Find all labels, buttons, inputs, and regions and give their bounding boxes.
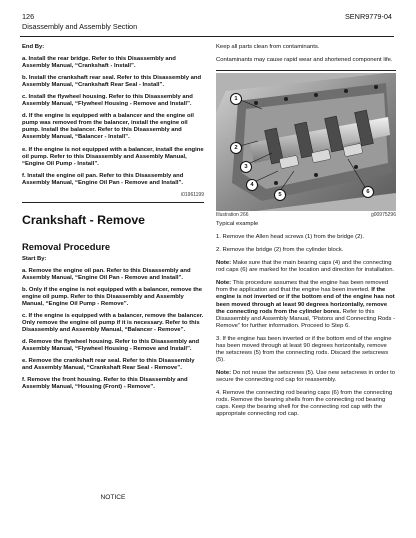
- callout-5: 5: [274, 189, 286, 201]
- step-2: 2. Remove the bridge (2) from the cylinder block.: [216, 247, 344, 254]
- note-3: [216, 370, 396, 384]
- crankshaft-photo: [216, 73, 396, 211]
- start-by-step-a: a. Remove the engine oil pan. Refer to this Disassembly and Assembly Manual, “Engine Oil Pan - Remove and Install”.: [22, 267, 191, 281]
- end-by-step-a: a. Install the rear bridge. Refer to this Disassembly and Assembly Manual, “Crankshaft - Install”.: [22, 56, 176, 70]
- callout-4: 4: [246, 179, 258, 191]
- step-1: 1. Remove the Allen head screws (1) from the bridge (2).: [216, 234, 364, 241]
- callout-2: 2: [230, 142, 242, 154]
- note-2-bold-text: If the engine is not inverted or if the bottom end of the engine has not been moved through at least 90 degrees horizontally, remove the connecting rods from the cylinder bores.: [216, 287, 395, 315]
- right-column: [216, 44, 396, 424]
- note-1: [216, 260, 396, 274]
- notice-heading: NOTICE: [100, 494, 126, 501]
- section-name: Disassembly and Assembly Section: [22, 22, 138, 31]
- figure-top-rule: [216, 70, 396, 71]
- left-column: [22, 44, 204, 397]
- page-number: 126: [22, 12, 35, 21]
- note-2-label: Note:: [216, 280, 232, 287]
- note-1-label: Note:: [216, 260, 232, 267]
- header-rule: [20, 36, 394, 37]
- end-by-heading: End By:: [22, 44, 45, 50]
- step-3: 3. If the engine has been inverted or if the bottom end of the engine has been moved through at least 90 degrees horizontally, remove the setscrews (5) from the connecting rods. Discard the setscrews (5).: [216, 335, 392, 363]
- end-by-step-f: f. Install the engine oil pan. Refer to this Disassembly and Assembly Manual, “Engine Oil Pan - Remove and Install”.: [22, 172, 184, 186]
- start-by-heading: Start By:: [22, 255, 47, 262]
- figure-caption: Typical example: [216, 221, 259, 228]
- note-1-text: Make sure that the main bearing caps (4) and the connecting rod caps (6) are marked for the location and direction for installation.: [216, 260, 395, 274]
- start-by-list: [22, 268, 204, 392]
- document-id: SENR9779-04: [344, 12, 392, 21]
- reference-id: i01961199: [181, 191, 204, 198]
- start-by-step-b: b. Only if the engine is not equipped with a balancer, remove the engine oil pump. Refer to this Disassembly and Assembly Manual, “Engine Oil Pump - Remove”.: [22, 286, 203, 308]
- illustration-label: Illustration 266: [216, 212, 249, 219]
- end-by-step-c: c. Install the flywheel housing. Refer to this Disassembly and Assembly Manual, “Flywheel Housing - Remove and Install”.: [22, 94, 193, 108]
- end-by-step-d: d. If the engine is equipped with a balancer and the engine oil pump was removed from the balancer, install the engine oil pump. Install the balancer. Refer to this Disassembly and Assembly Manual, “Balancer - Install”.: [22, 113, 194, 141]
- note-2: [216, 280, 396, 329]
- start-by-step-d: d. Remove the flywheel housing. Refer to this Disassembly and Assembly Manual, “Flywheel Housing - Remove and Install”.: [22, 339, 200, 353]
- callout-1: 1: [230, 93, 242, 105]
- note-2-reference: Refer to this Disassembly and Assembly Manual, “Pistons and Connecting Rods - Remove” for further information. Proceed to Step 6.: [216, 308, 396, 329]
- note-2-text: This procedure assumes that the engine has been removed from the application and that the engine has been inverted.: [216, 280, 389, 294]
- step-4: 4. Remove the connecting rod bearing caps (6) from the connecting rods. Remove the bearing shells from the connecting rod bearing caps. Keep the bearing shell for the connecting rod cap with the appropriate connecting rod cap.: [216, 389, 393, 418]
- callout-3: 3: [240, 161, 252, 173]
- note-3-label: Note:: [216, 369, 232, 376]
- notice-text-1: Keep all parts clean from contaminants.: [216, 44, 320, 50]
- end-by-step-b: b. Install the crankshaft rear seal. Refer to this Disassembly and Assembly Manual, “Crankshaft Rear Seal - Install”.: [22, 75, 202, 89]
- notice-text-2: Contaminants may cause rapid wear and shortened component life.: [216, 57, 393, 64]
- start-by-step-f: f. Remove the front housing. Refer to this Disassembly and Assembly Manual, “Housing (Front) - Remove”.: [22, 377, 188, 391]
- procedure-title: Removal Procedure: [22, 240, 111, 252]
- callout-6: 6: [362, 186, 374, 198]
- illustration-id: g00975296: [370, 212, 396, 219]
- end-by-step-e: e. If the engine is not equipped with a balancer, install the engine oil pump. Refer to this Disassembly and Assembly Manual, “Engine Oil Pump - Install”.: [22, 146, 204, 167]
- end-by-list: [22, 56, 204, 187]
- page-header: [22, 12, 137, 32]
- note-3-text: Do not reuse the setscrews (5). Use new setscrews in order to secure the connecting rod cap for reassembly.: [216, 369, 396, 383]
- start-by-step-c: c. If the engine is equipped with a balancer, remove the balancer. Only remove the engine oil pump if it is necessary. Refer to this Disassembly and Assembly Manual, “Balancer - Remove”.: [22, 313, 204, 334]
- section-title: Crankshaft - Remove: [22, 212, 146, 227]
- section-rule: [22, 202, 204, 203]
- illustration-caption-row: [216, 212, 396, 219]
- start-by-step-e: e. Remove the crankshaft rear seal. Refer to this Disassembly and Assembly Manual, “Crankshaft Rear Seal - Remove”.: [22, 358, 195, 372]
